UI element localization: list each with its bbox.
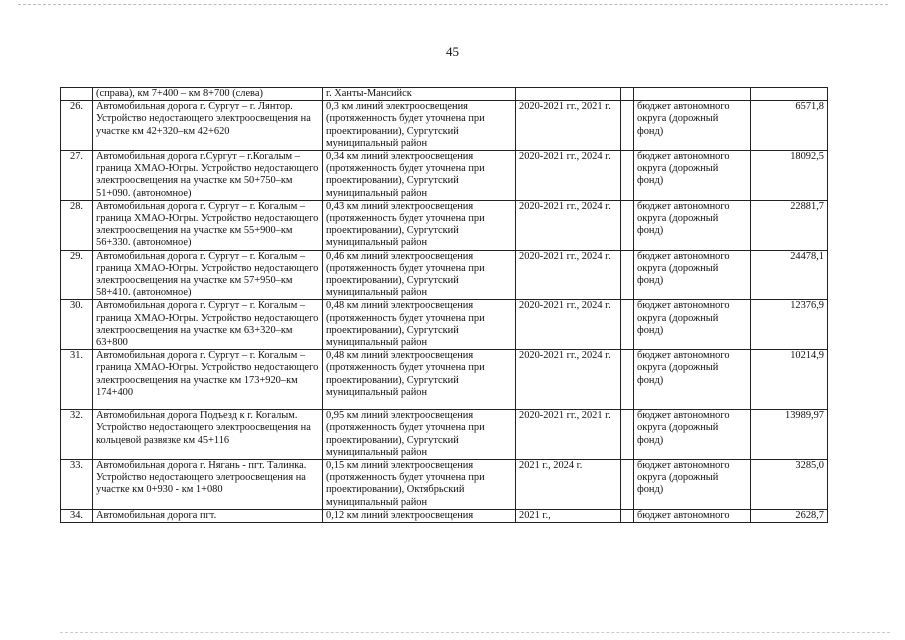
table-row xyxy=(61,250,828,300)
cell-num: 33. xyxy=(61,460,93,510)
cell-gap xyxy=(621,350,634,410)
cell-gap xyxy=(621,151,634,201)
table-row xyxy=(61,200,828,250)
cell-sum: 3285,0 xyxy=(751,460,828,510)
table-row xyxy=(61,350,828,410)
cell-source: бюджет автономного xyxy=(634,509,751,522)
cell-num xyxy=(61,88,93,101)
cell-gap xyxy=(621,410,634,460)
cell-num: 27. xyxy=(61,151,93,201)
table-row xyxy=(61,101,828,151)
cell-gap xyxy=(621,300,634,350)
cell-name: Автомобильная дорога Подъезд к г. Когалым. Устройство недостающего электроосвещения на кольцевой развязке км 45+116 xyxy=(93,410,323,460)
cell-description: 0,34 км линий электроосвещения (протяженность будет уточнена при проектировании), Сургутский муниципальный район xyxy=(323,151,516,201)
cell-gap xyxy=(621,460,634,510)
cell-name: Автомобильная дорога г. Сургут – г. Лянтор. Устройство недостающего электроосвещения на участке км 42+320–км 42+620 xyxy=(93,101,323,151)
cell-term: 2020-2021 гг., 2024 г. xyxy=(516,350,621,410)
cell-name: (справа), км 7+400 – км 8+700 (слева) xyxy=(93,88,323,101)
cell-description: г. Ханты-Мансийск xyxy=(323,88,516,101)
cell-sum: 10214,9 xyxy=(751,350,828,410)
cell-term: 2020-2021 гг., 2024 г. xyxy=(516,151,621,201)
page-top-edge xyxy=(18,4,888,5)
cell-sum: 12376,9 xyxy=(751,300,828,350)
cell-term: 2020-2021 гг., 2021 г. xyxy=(516,410,621,460)
cell-source: бюджет автономного округа (дорожный фонд) xyxy=(634,350,751,410)
cell-description: 0,46 км линий электроосвещения (протяженность будет уточнена при проектировании), Сургутский муниципальный район xyxy=(323,250,516,300)
cell-description: 0,95 км линий электроосвещения (протяженность будет уточнена при проектировании), Сургутский муниципальный район xyxy=(323,410,516,460)
cell-name: Автомобильная дорога г.Сургут – г.Когалым – граница ХМАО-Югры. Устройство недостающего электроосвещения на участке км 50+750–км 51+090. (автономное) xyxy=(93,151,323,201)
table-row xyxy=(61,460,828,510)
table-row xyxy=(61,410,828,460)
cell-source xyxy=(634,88,751,101)
cell-num: 31. xyxy=(61,350,93,410)
cell-description: 0,3 км линий электроосвещения (протяженность будет уточнена при проектировании), Сургутский муниципальный район xyxy=(323,101,516,151)
cell-num: 28. xyxy=(61,200,93,250)
cell-source: бюджет автономного округа (дорожный фонд) xyxy=(634,300,751,350)
cell-description: 0,15 км линий электроосвещения (протяженность будет уточнена при проектировании), Октябрьский муниципальный район xyxy=(323,460,516,510)
cell-description: 0,12 км линий электроосвещения xyxy=(323,509,516,522)
cell-sum: 22881,7 xyxy=(751,200,828,250)
cell-term xyxy=(516,88,621,101)
cell-sum: 13989,97 xyxy=(751,410,828,460)
cell-term: 2020-2021 гг., 2021 г. xyxy=(516,101,621,151)
cell-description: 0,48 км линий электроосвещения (протяженность будет уточнена при проектировании), Сургутский муниципальный район xyxy=(323,350,516,410)
cell-num: 32. xyxy=(61,410,93,460)
cell-description: 0,48 км линий электроосвещения (протяженность будет уточнена при проектировании), Сургутский муниципальный район xyxy=(323,300,516,350)
page-bottom-edge xyxy=(60,632,890,633)
cell-gap xyxy=(621,250,634,300)
cell-num: 26. xyxy=(61,101,93,151)
cell-source: бюджет автономного округа (дорожный фонд) xyxy=(634,250,751,300)
table-row-last xyxy=(61,509,828,522)
table-row xyxy=(61,300,828,350)
cell-term: 2021 г., 2024 г. xyxy=(516,460,621,510)
cell-description: 0,43 км линий электроосвещения (протяженность будет уточнена при проектировании), Сургутский муниципальный район xyxy=(323,200,516,250)
cell-name: Автомобильная дорога г. Сургут – г. Когалым – граница ХМАО-Югры. Устройство недостающего электроосвещения на участке км 57+950–км 58+410. (автономное) xyxy=(93,250,323,300)
cell-sum: 2628,7 xyxy=(751,509,828,522)
cell-term: 2020-2021 гг., 2024 г. xyxy=(516,200,621,250)
cell-gap xyxy=(621,101,634,151)
cell-term: 2020-2021 гг., 2024 г. xyxy=(516,300,621,350)
cell-gap xyxy=(621,200,634,250)
cell-gap xyxy=(621,509,634,522)
cell-num: 29. xyxy=(61,250,93,300)
program-table xyxy=(60,87,828,523)
table-row-continuation xyxy=(61,88,828,101)
cell-source: бюджет автономного округа (дорожный фонд) xyxy=(634,151,751,201)
cell-sum: 24478,1 xyxy=(751,250,828,300)
cell-name: Автомобильная дорога г. Нягань - пгт. Талинка. Устройство недостающего элетроосвещения на участке км 0+930 - км 1+080 xyxy=(93,460,323,510)
cell-name: Автомобильная дорога г. Сургут – г. Когалым – граница ХМАО-Югры. Устройство недостающего электроосвещения на участке км 173+920–км 174+400 xyxy=(93,350,323,410)
cell-name: Автомобильная дорога г. Сургут – г. Когалым – граница ХМАО-Югры. Устройство недостающего электроосвещения на участке км 55+900–км 56+330. (автономное) xyxy=(93,200,323,250)
cell-term: 2020-2021 гг., 2024 г. xyxy=(516,250,621,300)
cell-source: бюджет автономного округа (дорожный фонд) xyxy=(634,460,751,510)
cell-term: 2021 г., xyxy=(516,509,621,522)
cell-source: бюджет автономного округа (дорожный фонд) xyxy=(634,101,751,151)
cell-source: бюджет автономного округа (дорожный фонд) xyxy=(634,200,751,250)
cell-num: 30. xyxy=(61,300,93,350)
page-number: 45 xyxy=(446,44,459,59)
cell-source: бюджет автономного округа (дорожный фонд) xyxy=(634,410,751,460)
table-row xyxy=(61,151,828,201)
cell-num: 34. xyxy=(61,509,93,522)
cell-name: Автомобильная дорога г. Сургут – г. Когалым – граница ХМАО-Югры. Устройство недостающего электроосвещения на участке км 63+320–км 63+800 xyxy=(93,300,323,350)
cell-sum xyxy=(751,88,828,101)
cell-sum: 6571,8 xyxy=(751,101,828,151)
cell-name: Автомобильная дорога пгт. xyxy=(93,509,323,522)
cell-gap xyxy=(621,88,634,101)
cell-sum: 18092,5 xyxy=(751,151,828,201)
